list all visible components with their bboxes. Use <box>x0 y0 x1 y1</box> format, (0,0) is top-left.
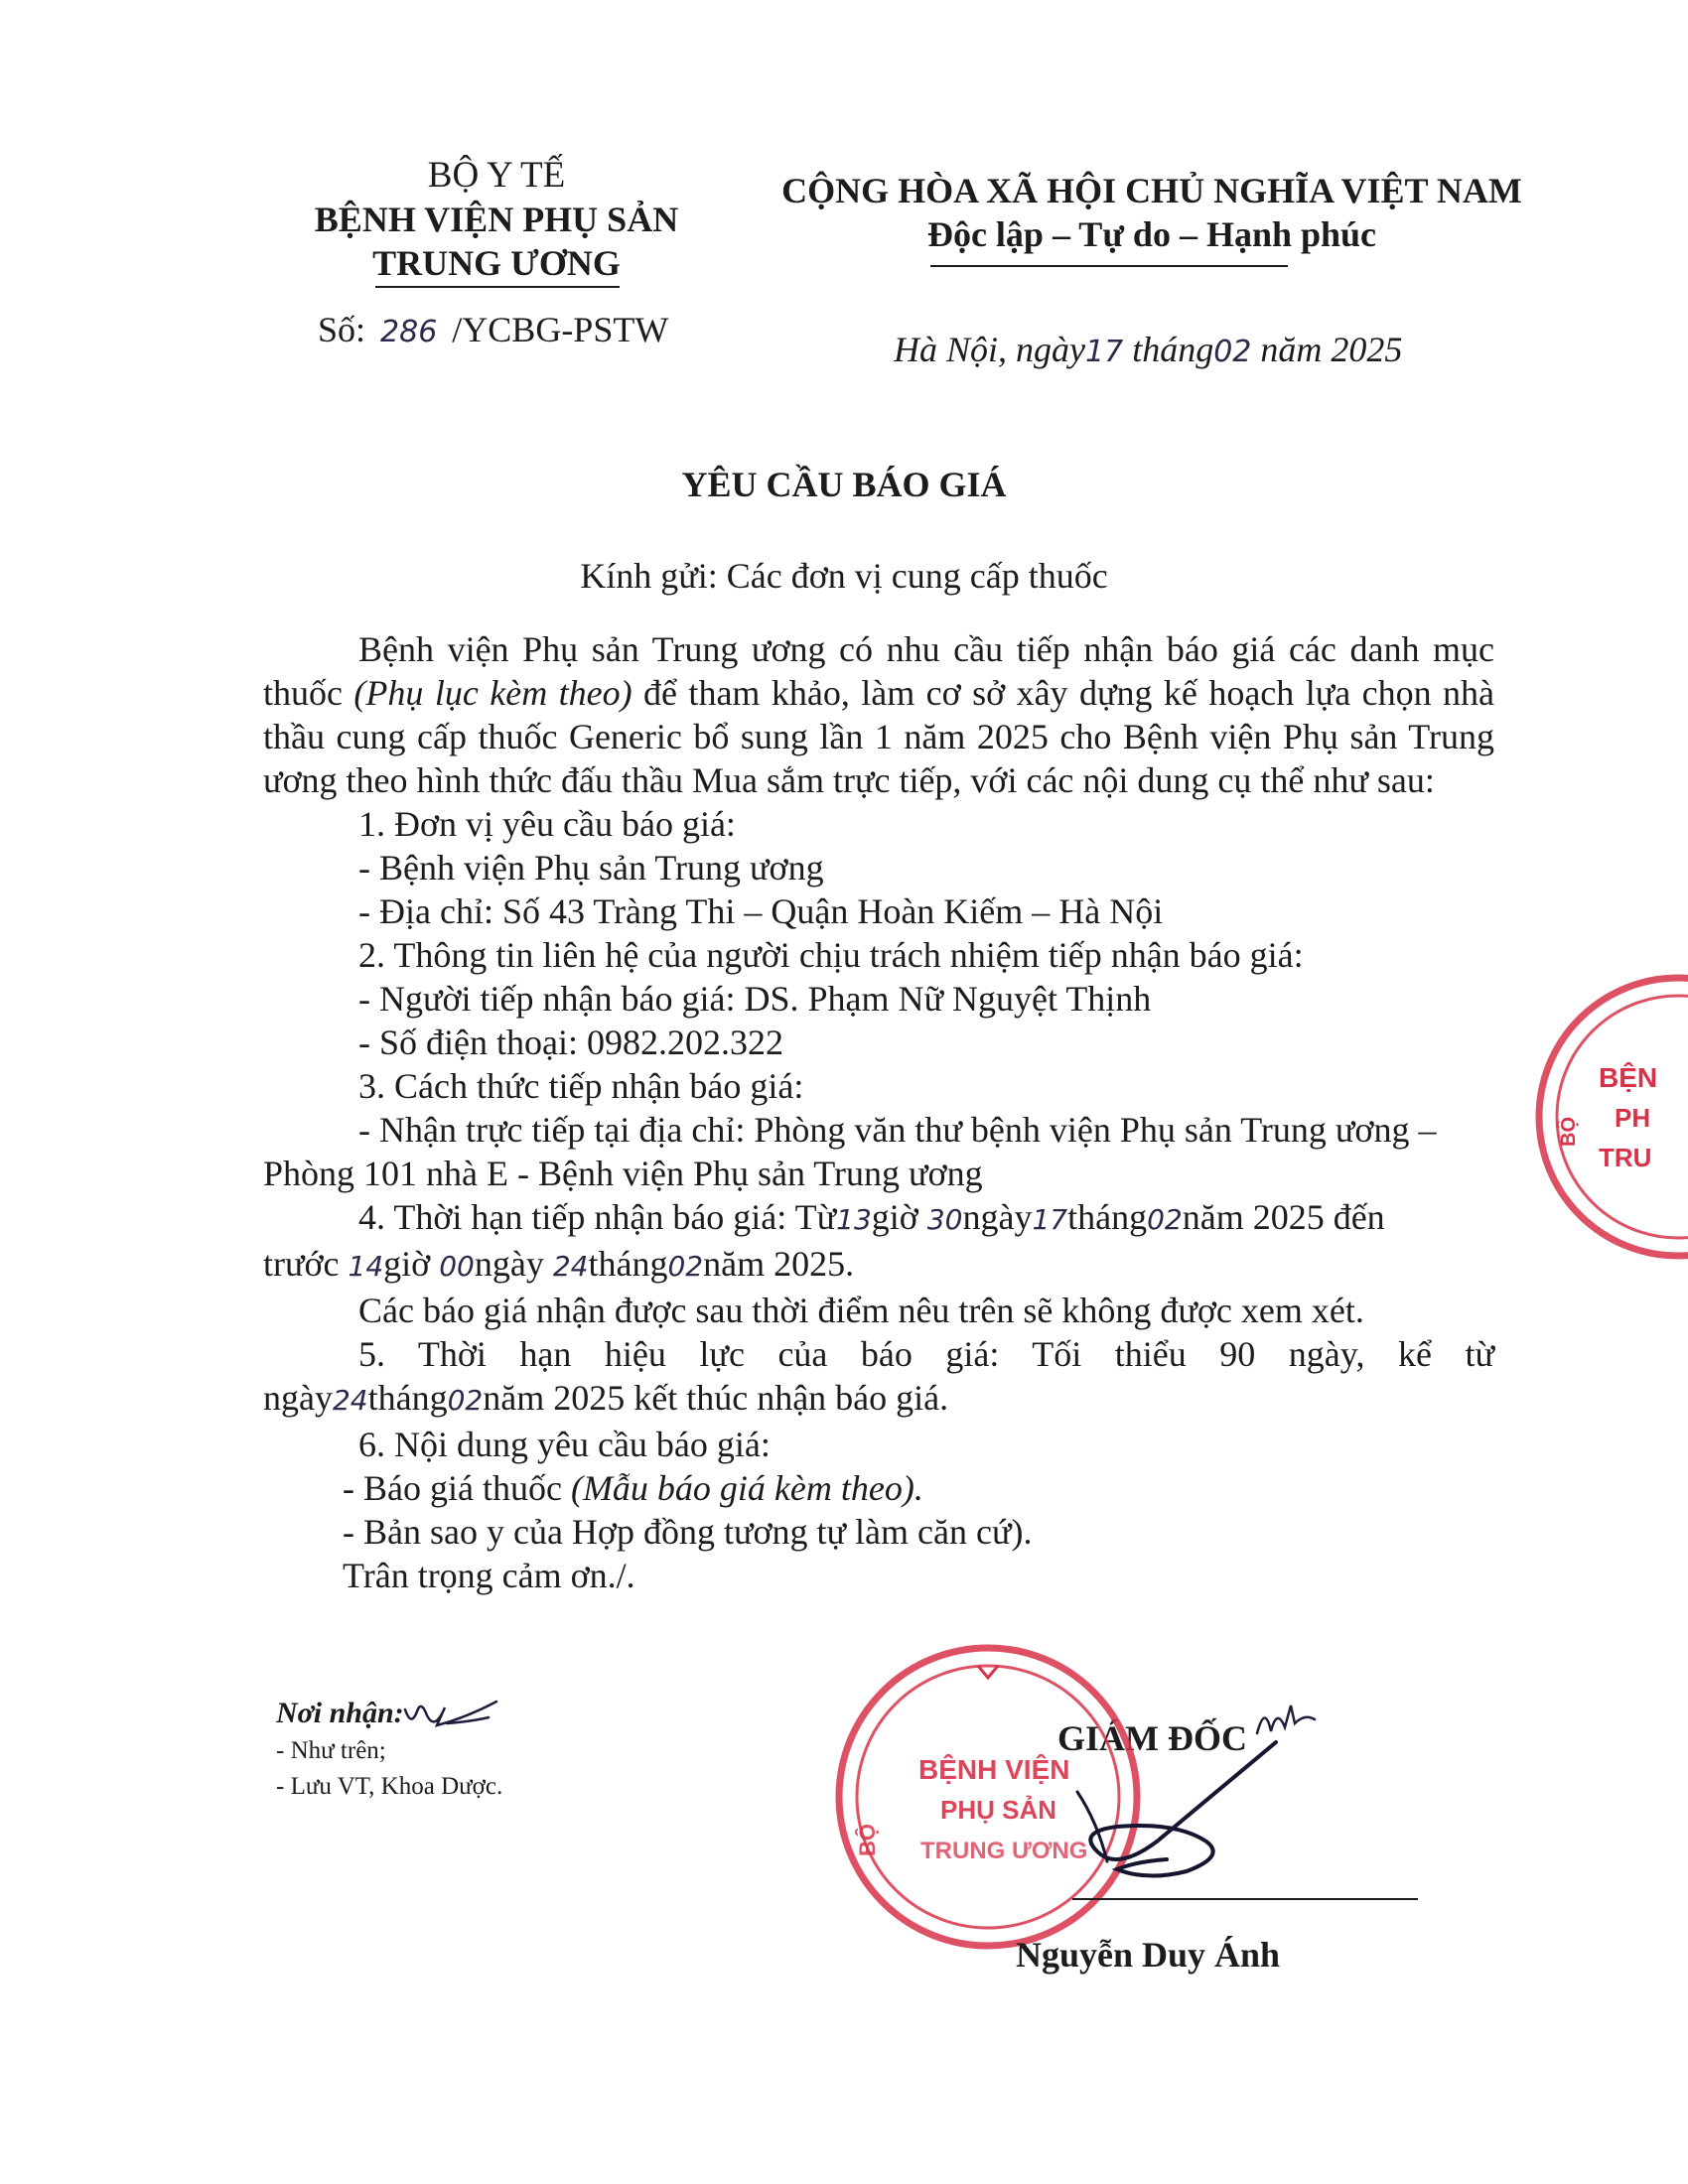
nation-name: CỘNG HÒA XÃ HỘI CHỦ NGHĨA VIỆT NAM <box>781 171 1522 210</box>
section5-line1: 5. Thời hạn hiệu lực của báo giá: Tối thiểu 90 ngày, kể từ <box>358 1334 1494 1374</box>
side-stamp-line2: PH <box>1615 1103 1651 1133</box>
reference-number <box>318 308 668 354</box>
issue-date <box>894 328 1402 374</box>
section4-line1 <box>263 1195 1494 1242</box>
header-left-underline <box>375 286 620 288</box>
stamp-line1: BỆNH VIỆN <box>918 1754 1070 1785</box>
section1-heading: 1. Đơn vị yêu cầu báo giá: <box>358 804 736 844</box>
section3-line2: Phòng 101 nhà E - Bệnh viện Phụ sản Trung ương <box>263 1154 983 1193</box>
section5-l2-b: tháng <box>367 1378 448 1418</box>
ref-prefix: Số: <box>318 310 366 349</box>
date-year: năm 2025 <box>1260 330 1403 369</box>
intro-line-4: ương theo hình thức đấu thầu Mua sắm trực tiếp, với các nội dung cụ thể như sau: <box>263 760 1435 800</box>
section4-note: Các báo giá nhận được sau thời điểm nêu trên sẽ không được xem xét. <box>358 1291 1364 1330</box>
side-stamp-side: BỘ <box>1558 1117 1580 1147</box>
section4-l2-c: ngày <box>474 1244 544 1284</box>
motto-underline <box>930 265 1288 267</box>
section6-item1-a: - Báo giá thuốc <box>343 1468 562 1508</box>
date-day-handwritten: 17 <box>1085 335 1124 369</box>
start-day-handwritten: 17 <box>1032 1203 1068 1236</box>
recipient-item: - Lưu VT, Khoa Dược. <box>276 1773 503 1800</box>
section4-l2-e: tháng <box>588 1244 668 1284</box>
section4-l2-b: giờ <box>383 1244 431 1284</box>
salutation: Kính gửi: Các đơn vị cung cấp thuốc <box>580 556 1108 596</box>
recipients-label: Nơi nhận: <box>276 1697 404 1729</box>
end-day-handwritten: 24 <box>552 1250 589 1283</box>
section6-heading: 6. Nội dung yêu cầu báo giá: <box>358 1425 771 1464</box>
intro-line1: Bệnh viện Phụ sản Trung ương có nhu cầu tiếp nhận báo giá các danh mục <box>358 629 1494 669</box>
section6-item1 <box>263 1466 1494 1510</box>
stamp-line2: PHỤ SẢN <box>940 1795 1057 1825</box>
intro-line2-a: thuốc <box>263 673 343 713</box>
section4-l1-f: năm 2025 đến <box>1182 1197 1385 1237</box>
validity-month-handwritten: 02 <box>447 1384 484 1417</box>
intro-line2-italic: (Phụ lục kèm theo) <box>353 673 633 713</box>
hospital-name-line1: BỆNH VIỆN PHỤ SẢN <box>314 200 679 239</box>
intro-line-2 <box>263 671 1494 715</box>
section4-l1-c: ngày <box>962 1197 1033 1237</box>
end-minute-handwritten: 00 <box>439 1250 475 1283</box>
section4-l1-e: tháng <box>1067 1197 1148 1237</box>
stamp-side-text: BỘ <box>855 1824 880 1856</box>
ministry-name: BỘ Y TẾ <box>427 155 566 196</box>
stamp-line3: TRUNG ƯƠNG <box>920 1838 1088 1864</box>
section6-item2: - Bản sao y của Hợp đồng tương tự làm căn cứ). <box>343 1512 1033 1552</box>
section2-phone: - Số điện thoại: 0982.202.322 <box>358 1023 783 1062</box>
intro-line-3: thầu cung cấp thuốc Generic bổ sung lần 1 năm 2025 cho Bệnh viện Phụ sản Trung <box>263 717 1494 756</box>
section5-l2-a: ngày <box>263 1378 333 1418</box>
start-month-handwritten: 02 <box>1147 1203 1183 1236</box>
signer-role: GIÁM ĐỐC <box>1057 1718 1247 1758</box>
end-month-handwritten: 02 <box>667 1250 704 1283</box>
section4-l2-f: năm 2025. <box>703 1244 855 1284</box>
section4-line2 <box>263 1242 1494 1289</box>
section5-l2-c: năm 2025 kết thúc nhận báo giá. <box>483 1378 949 1418</box>
intro-line-1 <box>263 627 1494 671</box>
header-right <box>735 169 1569 256</box>
start-minute-handwritten: 30 <box>926 1203 963 1236</box>
section4-l1-a: 4. Thời hạn tiếp nhận báo giá: Từ <box>358 1197 837 1237</box>
start-hour-handwritten: 13 <box>836 1203 872 1236</box>
national-motto: Độc lập – Tự do – Hạnh phúc <box>926 214 1377 254</box>
side-stamp-line1: BỆN <box>1599 1062 1658 1093</box>
date-month-label: tháng <box>1132 330 1214 369</box>
section6-item1-italic: (Mẫu báo giá kèm theo). <box>570 1468 923 1508</box>
section4-l1-b: giờ <box>871 1197 918 1237</box>
header-left <box>258 154 735 285</box>
ref-number-handwritten: 286 <box>380 315 438 349</box>
initials-mark <box>397 1680 506 1739</box>
validity-day-handwritten: 24 <box>332 1384 368 1417</box>
document-title: YÊU CẦU BÁO GIÁ <box>681 465 1007 504</box>
section2-person: - Người tiếp nhận báo giá: DS. Phạm Nữ Nguyệt Thịnh <box>358 979 1152 1019</box>
date-month-handwritten: 02 <box>1213 335 1252 369</box>
section2-heading: 2. Thông tin liên hệ của người chịu trách nhiệm tiếp nhận báo giá: <box>358 935 1304 975</box>
section3-line1: - Nhận trực tiếp tại địa chỉ: Phòng văn thư bệnh viện Phụ sản Trung ương – <box>358 1110 1437 1150</box>
date-place: Hà Nội, ngày <box>894 330 1085 369</box>
signature-line <box>1072 1898 1418 1900</box>
ref-suffix: /YCBG-PSTW <box>452 310 669 349</box>
closing-thanks: Trân trọng cảm ơn./. <box>343 1556 635 1595</box>
section4-l2-a: trước <box>263 1244 340 1284</box>
partial-side-stamp <box>1529 968 1688 1266</box>
side-stamp-line3: TRU <box>1599 1143 1652 1172</box>
section3-heading: 3. Cách thức tiếp nhận báo giá: <box>358 1066 804 1106</box>
director-signature <box>1038 1732 1296 1891</box>
section5-line2 <box>263 1376 1494 1423</box>
section1-unit: - Bệnh viện Phụ sản Trung ương <box>358 848 824 887</box>
end-hour-handwritten: 14 <box>348 1250 384 1283</box>
document-body <box>263 627 1494 1597</box>
signer-name: Nguyễn Duy Ánh <box>1016 1935 1281 1975</box>
section1-address: - Địa chỉ: Số 43 Tràng Thi – Quận Hoàn Kiếm – Hà Nội <box>358 891 1164 931</box>
recipient-item: - Như trên; <box>276 1737 386 1764</box>
hospital-name-line2: TRUNG ƯƠNG <box>372 243 621 283</box>
intro-line2-b: để tham khảo, làm cơ sở xây dựng kế hoạch lựa chọn nhà <box>643 673 1495 713</box>
